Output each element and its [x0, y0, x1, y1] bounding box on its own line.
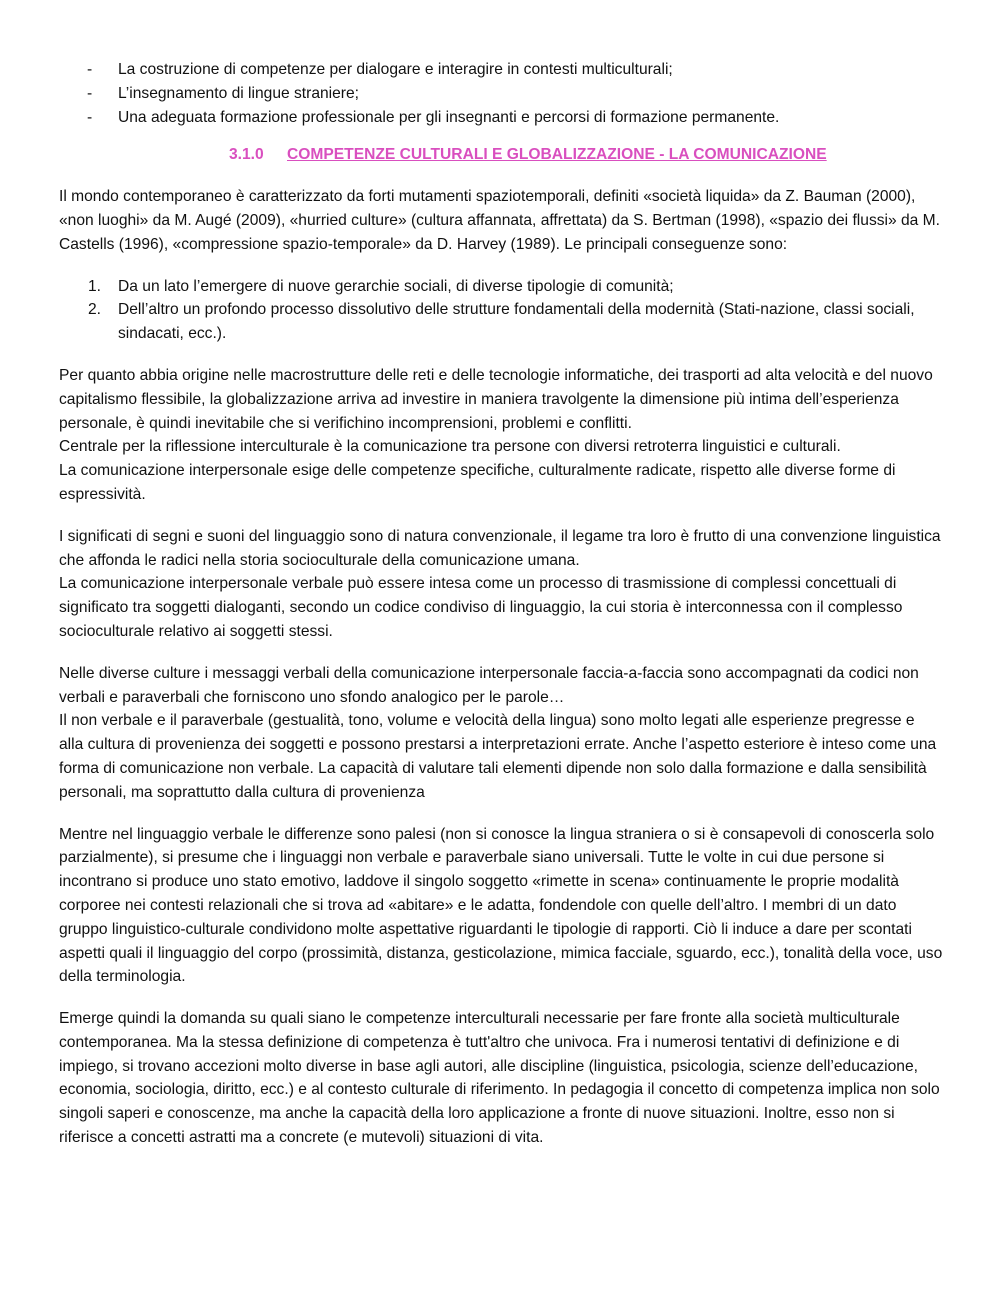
bullet-text: La costruzione di competenze per dialogare e interagire in contesti multiculturali; [118, 61, 673, 78]
consequence-text: Da un lato l’emergere di nuove gerarchie sociali, di diverse tipologie di comunità; [118, 277, 674, 295]
list-number: 2. [88, 301, 102, 319]
consequence-item [59, 298, 943, 346]
paragraph-line: Emerge quindi la domanda su quali siano le competenze interculturali necessarie per fare fronte alla società multiculturale contemporanea. Ma la stessa definizione di competenza è tutt'altro che univoca. Fra i numerosi tentativi di definizione e di impiego, si trovano accezioni molto diverse in base agli autori, alle discipline (linguistica, psicologia, scienze dell’educazione, economia, sociologia, diritto, ecc.) e al contesto culturale di riferimento. In pedagogia il concetto di competenza implica non solo singoli saperi e conoscenze, ma anche la capacità della loro applicazione a fronte di nuove situazioni. Inoltre, esso non si riferisce a concetti astratti ma a concrete (e mutevoli) situazioni di vita. [59, 1010, 940, 1147]
section-heading [59, 143, 943, 167]
bullet-text: L’insegnamento di lingue straniere; [118, 84, 359, 102]
section-title: COMPETENZE CULTURALI E GLOBALIZZAZIONE - LA COMUNICAZIONE [287, 146, 827, 164]
paragraph-competenze [59, 1007, 943, 1150]
paragraph-line: La comunicazione interpersonale esige delle competenze specifiche, culturalmente radicate, rispetto alle diverse forme di espressività. [59, 462, 896, 503]
consequences-list [59, 275, 943, 346]
dash-marker: - [87, 84, 93, 102]
bullet-item [59, 58, 943, 82]
section-number: 3.1.0 [229, 146, 264, 164]
paragraph-differenze [59, 823, 943, 990]
bullet-item [59, 106, 943, 130]
dash-marker: - [87, 61, 93, 78]
paragraph-linguaggio [59, 525, 943, 644]
paragraph-line: Nelle diverse culture i messaggi verbali della comunicazione interpersonale faccia-a-faccia sono accompagnati da codici non verbali e paraverbali che forniscono uno sfondo analogico per le parole… [59, 664, 919, 706]
paragraph-non-verbale [59, 662, 943, 805]
paragraph-line: Mentre nel linguaggio verbale le differenze sono palesi (non si conosce la lingua straniera o si è consapevoli di conoscerla solo parzialmente), si presume che i linguaggi non verbale e paraverbale siano universali. Tutte le volte in cui due persone si incontrano si produce uno stato emotivo, laddove il singolo soggetto «rimette in scena» continuamente le proprie modalità corporee nei contesti relazionali che si trova ad «abitare» e le adatta, fondendole con quelle dell’altro. I membri di un dato gruppo linguistico-culturale condividono molte aspettative riguardanti le tipologie di rapporti. Ciò li induce a dare per scontati aspetti quali il linguaggio del corpo (prossimità, distanza, gesticolazione, mimica facciale, sguardo, ecc.), tonalità della voce, uso della terminologia. [59, 825, 943, 986]
document-page [59, 58, 943, 1150]
paragraph-line: Il non verbale e il paraverbale (gestualità, tono, volume e velocità della lingua) sono molto legati alle esperienze pregresse e alla cultura di provenienza dei soggetti e possono prestarsi a interpretazioni errate. Anche l’aspetto esteriore è inteso come una forma di comunicazione non verbale. La capacità di valutare tali elementi dipende non solo dalla formazione e dalla sensibilità personali, ma soprattutto dalla cultura di provenienza [59, 712, 937, 801]
bullet-list [59, 58, 943, 129]
paragraph-line: La comunicazione interpersonale verbale può essere intesa come un processo di trasmissione di complessi concettuali di significato tra soggetti dialoganti, secondo un codice condiviso di linguaggio, la cui storia è interconnessa con il complesso socioculturale relativo ai soggetti stessi. [59, 575, 903, 640]
paragraph-globalizzazione [59, 364, 943, 507]
list-number: 1. [88, 277, 102, 295]
dash-marker: - [87, 108, 93, 126]
intro-paragraph: Il mondo contemporaneo è caratterizzato da forti mutamenti spaziotemporali, definiti «società liquida» da Z. Bauman (2000), «non luoghi» da M. Augé (2009), «hurried culture» (cultura affannata, affrettata) da S. Bertman (1998), «spazio dei flussi» da M. Castells (1996), «compressione spazio-temporale» da D. Harvey (1989). Le principali conseguenze sono: [59, 188, 941, 253]
consequence-text: Dell’altro un profondo processo dissolutivo delle strutture fondamentali della modernità (Stati-nazione, classi sociali, sindacati, ecc.). [118, 301, 915, 343]
paragraph-line: I significati di segni e suoni del linguaggio sono di natura convenzionale, il legame tra loro è frutto di una convenzione linguistica che affonda le radici nella storia socioculturale della comunicazione umana. [59, 527, 941, 569]
consequence-item [59, 275, 943, 299]
bullet-item [59, 82, 943, 106]
bullet-text: Una adeguata formazione professionale per gli insegnanti e percorsi di formazione permanente. [118, 108, 780, 126]
paragraph-line: Centrale per la riflessione interculturale è la comunicazione tra persone con diversi retroterra linguistici e culturali. [59, 438, 841, 456]
paragraph-line: Per quanto abbia origine nelle macrostrutture delle reti e delle tecnologie informatiche, dei trasporti ad alta velocità e del nuovo capitalismo flessibile, la globalizzazione arriva ad investire in maniera travolgente la dimensione più intima dell’esperienza personale, è quindi inevitabile che si verifichino incomprensioni, problemi e conflitti. [59, 366, 933, 432]
